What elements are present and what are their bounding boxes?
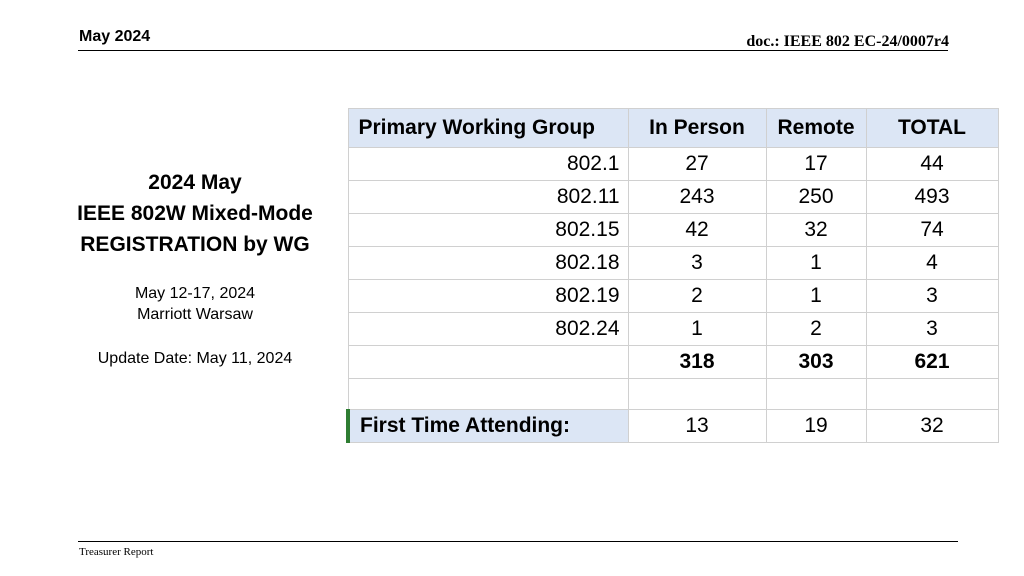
wg-cell: 802.1 bbox=[348, 148, 628, 181]
table-header-row bbox=[348, 109, 998, 148]
table-row bbox=[348, 313, 998, 346]
wg-cell: 802.15 bbox=[348, 214, 628, 247]
total-in-person-cell: 318 bbox=[628, 346, 766, 379]
table-row bbox=[348, 280, 998, 313]
spacer-cell bbox=[866, 379, 998, 410]
meeting-info bbox=[40, 283, 350, 325]
first-time-row bbox=[348, 410, 998, 443]
total-cell: 44 bbox=[866, 148, 998, 181]
totals-row bbox=[348, 346, 998, 379]
wg-cell: 802.19 bbox=[348, 280, 628, 313]
remote-cell: 250 bbox=[766, 181, 866, 214]
remote-cell: 2 bbox=[766, 313, 866, 346]
total-cell: 3 bbox=[866, 280, 998, 313]
first-time-remote-cell: 19 bbox=[766, 410, 866, 443]
remote-cell: 1 bbox=[766, 247, 866, 280]
spacer-cell bbox=[628, 379, 766, 410]
meeting-dates: May 12-17, 2024 bbox=[134, 285, 256, 302]
header-date: May 2024 bbox=[79, 28, 151, 45]
spacer-row bbox=[348, 379, 998, 410]
table-row bbox=[348, 148, 998, 181]
wg-cell: 802.24 bbox=[348, 313, 628, 346]
in-person-cell: 27 bbox=[628, 148, 766, 181]
col-header-wg: Primary Working Group bbox=[348, 109, 628, 148]
table-row bbox=[348, 214, 998, 247]
in-person-cell: 42 bbox=[628, 214, 766, 247]
remote-cell: 1 bbox=[766, 280, 866, 313]
title-line-1: 2024 May bbox=[148, 171, 242, 194]
header-divider bbox=[78, 50, 948, 51]
col-header-in-person: In Person bbox=[628, 109, 766, 148]
meeting-location: Marriott Warsaw bbox=[137, 306, 253, 323]
col-header-remote: Remote bbox=[766, 109, 866, 148]
remote-cell: 17 bbox=[766, 148, 866, 181]
wg-cell: 802.11 bbox=[348, 181, 628, 214]
total-cell: 4 bbox=[866, 247, 998, 280]
remote-cell: 32 bbox=[766, 214, 866, 247]
footer-text: Treasurer Report bbox=[79, 546, 154, 558]
total-cell: 3 bbox=[866, 313, 998, 346]
title-line-2: IEEE 802W Mixed-Mode bbox=[77, 202, 313, 225]
first-time-label: First Time Attending: bbox=[348, 410, 628, 443]
in-person-cell: 3 bbox=[628, 247, 766, 280]
registration-table-container bbox=[346, 108, 996, 443]
total-cell: 493 bbox=[866, 181, 998, 214]
update-date: Update Date: May 11, 2024 bbox=[97, 350, 293, 367]
first-time-in-person-cell: 13 bbox=[628, 410, 766, 443]
first-time-total-cell: 32 bbox=[866, 410, 998, 443]
table-row bbox=[348, 247, 998, 280]
slide-title bbox=[40, 167, 350, 260]
totals-label-cell bbox=[348, 346, 628, 379]
wg-cell: 802.18 bbox=[348, 247, 628, 280]
grand-total-cell: 621 bbox=[866, 346, 998, 379]
table-row bbox=[348, 181, 998, 214]
in-person-cell: 243 bbox=[628, 181, 766, 214]
title-line-3: REGISTRATION by WG bbox=[80, 233, 310, 256]
total-cell: 74 bbox=[866, 214, 998, 247]
total-remote-cell: 303 bbox=[766, 346, 866, 379]
header-doc-id: doc.: IEEE 802 EC-24/0007r4 bbox=[746, 33, 949, 50]
in-person-cell: 2 bbox=[628, 280, 766, 313]
footer-divider bbox=[78, 541, 958, 542]
registration-table bbox=[346, 108, 999, 443]
in-person-cell: 1 bbox=[628, 313, 766, 346]
col-header-total: TOTAL bbox=[866, 109, 998, 148]
spacer-cell bbox=[766, 379, 866, 410]
spacer-cell bbox=[348, 379, 628, 410]
